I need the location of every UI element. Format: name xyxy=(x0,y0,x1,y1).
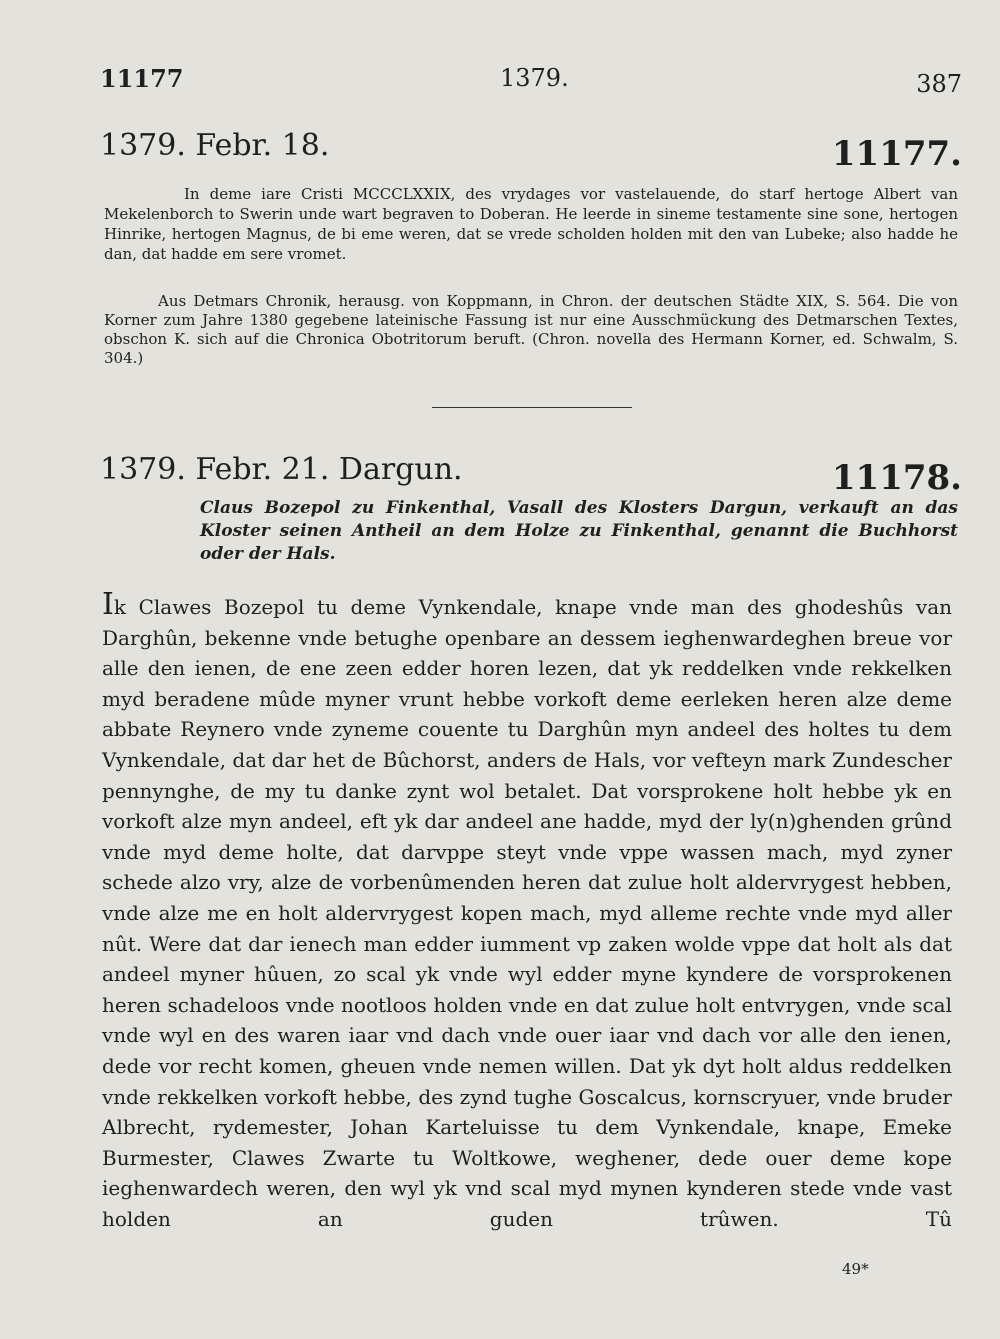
running-head-entry-number: 11177 xyxy=(100,64,184,93)
charter-body: k Clawes Bozepol tu deme Vynkendale, knape vnde man des ghodeshûs van Darghûn, bekenne vnde betughe openbare an dessem ieghenwardeghen breue vor alle den ienen, de ene zeen edder horen lezen, dat yk reddelken vnde rekkelken myd beradene mûde myner vrunt hebbe vorkoft deme eerleken heren alze deme abbate Reynero vnde zyneme couente tu Darghûn myn andeel des holtes tu dem Vynkendale, dat dar het de Bûchorst, anders de Hals, vor vefteyn mark Zundescher pennynghe, de my tu danke zynt wol betalet. Dat vorsprokene holt hebbe yk en vorkoft alze myn andeel, eft yk dar andeel ane hadde, myd der ly(n)ghenden grûnd vnde myd deme holte, dat darvppe steyt vnde vppe wassen mach, myd zyner schede alzo vry, alze de vorbenûmenden heren dat zulue holt aldervrygest hebben, vnde alze me en holt aldervrygest kopen mach, myd alleme rechte vnde myd aller nût. Were dat dar ienech man edder iumment vp zaken wolde vppe dat holt als dat andeel myner hûuen, zo scal yk vnde wyl edder myne kyndere de vorsprokenen heren schadeloos vnde nootloos holden vnde en dat zulue holt entvrygen, vnde scal vnde wyl en des waren iaar vnd dach vnde ouer iaar vnd dach vor alle den ienen, dede vor recht komen, gheuen vnde nemen willen. Dat yk dyt holt aldus reddelken vnde rekkelken vorkoft hebbe, des zynd tughe Goscalcus, kornscryuer, vnde bruder Albrecht, rydemester, Johan Karteluisse tu dem Vynkendale, knape, Emeke Burmester, Clawes Zwarte tu Woltkowe, weghener, dede ouer deme kope ieghenwardech weren, den wyl yk vnd scal myd mynen kynderen stede vnde vast holden an guden trûwen. Tû xyxy=(102,595,952,1231)
sheet-signature: 49* xyxy=(842,1260,869,1278)
entry-number: 11177. xyxy=(831,134,962,174)
entry-heading-11177 xyxy=(100,128,962,172)
source-note: Aus Detmars Chronik, herausg. von Koppmann, in Chron. der deutschen Städte XIX, S. 564. Die von Korner zum Jahre 1380 gegebene lateinische Fassung ist nur eine Ausschmückung des Detmarschen Textes, obschon K. sich auf die Chronica Obotritorum beruft. (Chron. novella des Hermann Korner, ed. Schwalm, S. 304.) xyxy=(104,292,958,367)
running-head xyxy=(100,64,962,104)
entry-date: 1379. Febr. 18. xyxy=(100,128,330,163)
initial-letter: I xyxy=(102,587,114,622)
section-divider xyxy=(432,407,632,408)
entry-text: In deme iare Cristi MCCCLXXIX, des vrydages vor vastelauende, do starf hertoge Albert van Mekelenborch to Swerin unde wart begraven to Doberan. He leerde in sineme testamente sine sone, hertogen Hinrike, hertogen Magnus, de bi eme weren, dat se vrede scholden holden mit den van Lubeke; also hadde he dan, dat hadde em sere vromet. xyxy=(104,185,958,263)
running-head-year: 1379. xyxy=(500,64,569,92)
entry-number: 11178. xyxy=(831,458,962,498)
page-number: 387 xyxy=(916,70,962,98)
entry-date: 1379. Febr. 21. Dargun. xyxy=(100,452,463,487)
regest-summary: Claus Bozepol zu Finkenthal, Vasall des Klosters Dargun, verkauft an das Kloster seinen Antheil an dem Holze zu Finkenthal, genannt die Buchhorst oder der Hals. xyxy=(200,498,958,564)
charter-text xyxy=(102,587,952,1234)
entry-heading-11178 xyxy=(100,452,962,496)
